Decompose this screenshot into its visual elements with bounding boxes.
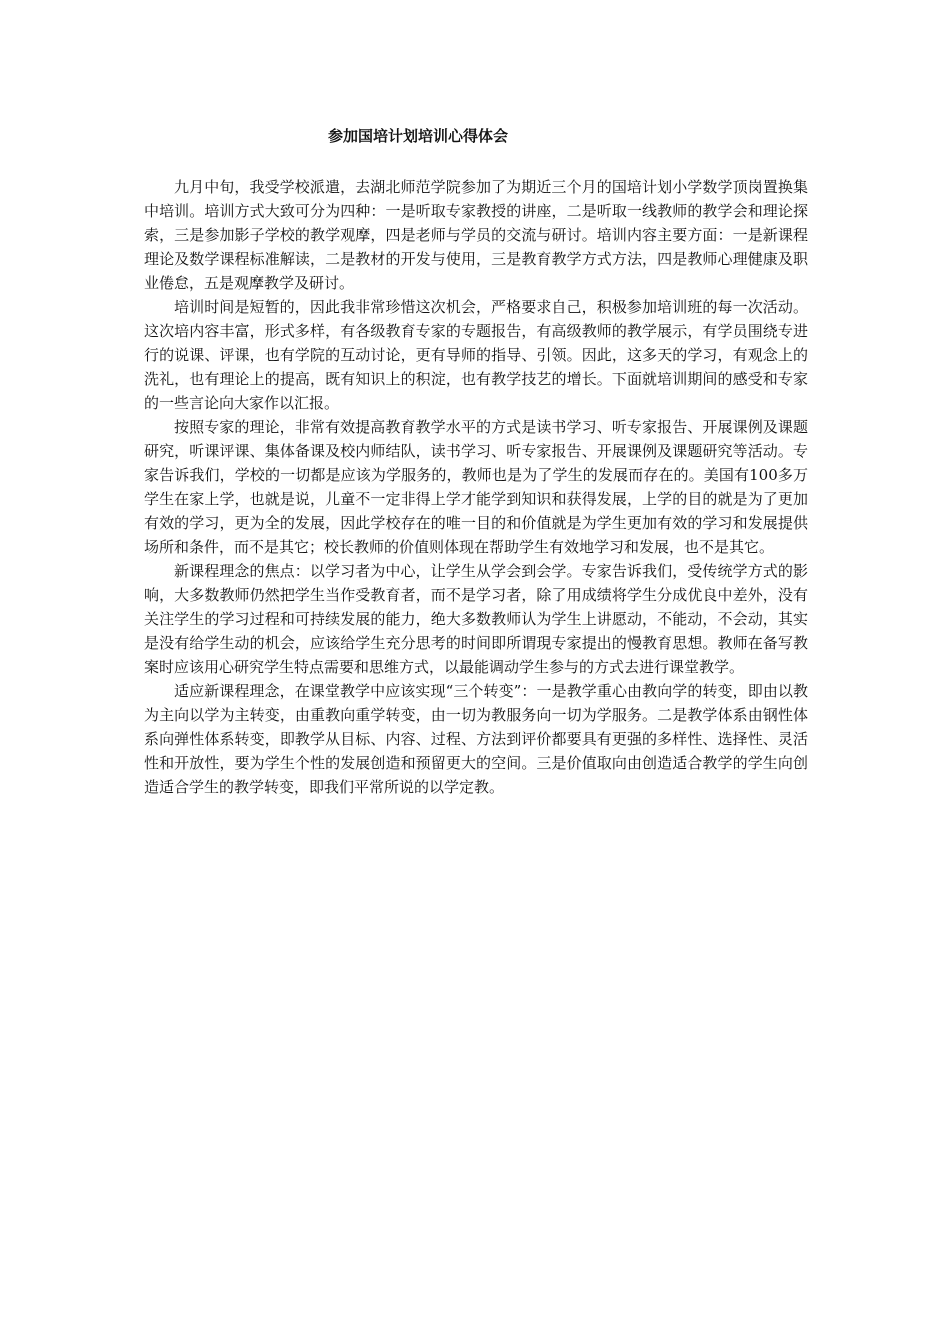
document-body: [144, 175, 808, 799]
paragraph-3: 按照专家的理论，非常有效提高教育教学水平的方式是读书学习、听专家报告、开展课例及课题研究，听课评课、集体备课及校内师结队，读书学习、听专家报告、开展课例及课题研究等活动。专家告诉我们，学校的一切都是应该为学服务的，教师也是为了学生的发展而存在的。美国有100多万学生在家上学，也就是说，儿童不一定非得上学才能学到知识和获得发展，上学的目的就是为了更加有效的学习，更为全的发展，因此学校存在的唯一目的和价值就是为学生更加有效的学习和发展提供场所和条件，而不是其它；校长教师的价值则体现在帮助学生有效地学习和发展，也不是其它。: [144, 418, 808, 556]
paragraph-2: 培训时间是短暂的，因此我非常珍惜这次机会，严格要求自己，积极参加培训班的每一次活动。这次培内容丰富，形式多样，有各级教育专家的专题报告，有高级教师的教学展示，有学员围绕专进行的说课、评课，也有学院的互动讨论，更有导师的指导、引领。因此，这多天的学习，有观念上的洗礼，也有理论上的提高，既有知识上的积淀，也有教学技艺的增长。下面就培训期间的感受和专家的一些言论向大家作以汇报。: [144, 298, 808, 412]
paragraph-5: 适应新课程理念，在课堂教学中应该实现“三个转变”：一是教学重心由教向学的转变，即由以教为主向以学为主转变，由重教向重学转变，由一切为教服务向一切为学服务。二是教学体系由钢性体系向弹性体系转变，即教学从目标、内容、过程、方法到评价都要具有更强的多样性、选择性、灵活性和开放性，要为学生个性的发展创造和预留更大的空间。三是价值取向由创造适合教学的学生向创造适合学生的教学转变，即我们平常所说的以学定教。: [144, 682, 808, 796]
paragraph-4: 新课程理念的焦点：以学习者为中心，让学生从学会到会学。专家告诉我们，受传统学方式的影响，大多数教师仍然把学生当作受教育者，而不是学习者，除了用成绩将学生分成优良中差外，没有关注学生的学习过程和可持续发展的能力，绝大多数教师认为学生上讲愿动，不能动，不会动，其实是没有给学生动的机会，应该给学生充分思考的时间即所谓現专家提出的慢教育思想。教师在备写教案时应该用心研究学生特点需要和思维方式，以最能调动学生参与的方式去进行课堂教学。: [144, 562, 808, 676]
paragraph-1: 九月中旬，我受学校派遣，去湖北师范学院参加了为期近三个月的国培计划小学数学顶岗置换集中培训。培训方式大致可分为四种：一是听取专家教授的讲座，二是听取一线教师的教学会和理论探索，三是参加影子学校的教学观摩，四是老师与学员的交流与研讨。培训内容主要方面：一是新课程理论及数学课程标准解读，二是教材的开发与使用，三是教育教学方式方法，四是教师心理健康及职业倦怠，五是观摩教学及研讨。: [144, 178, 808, 292]
document-title: 参加国培计划培训心得体会: [327, 127, 508, 145]
